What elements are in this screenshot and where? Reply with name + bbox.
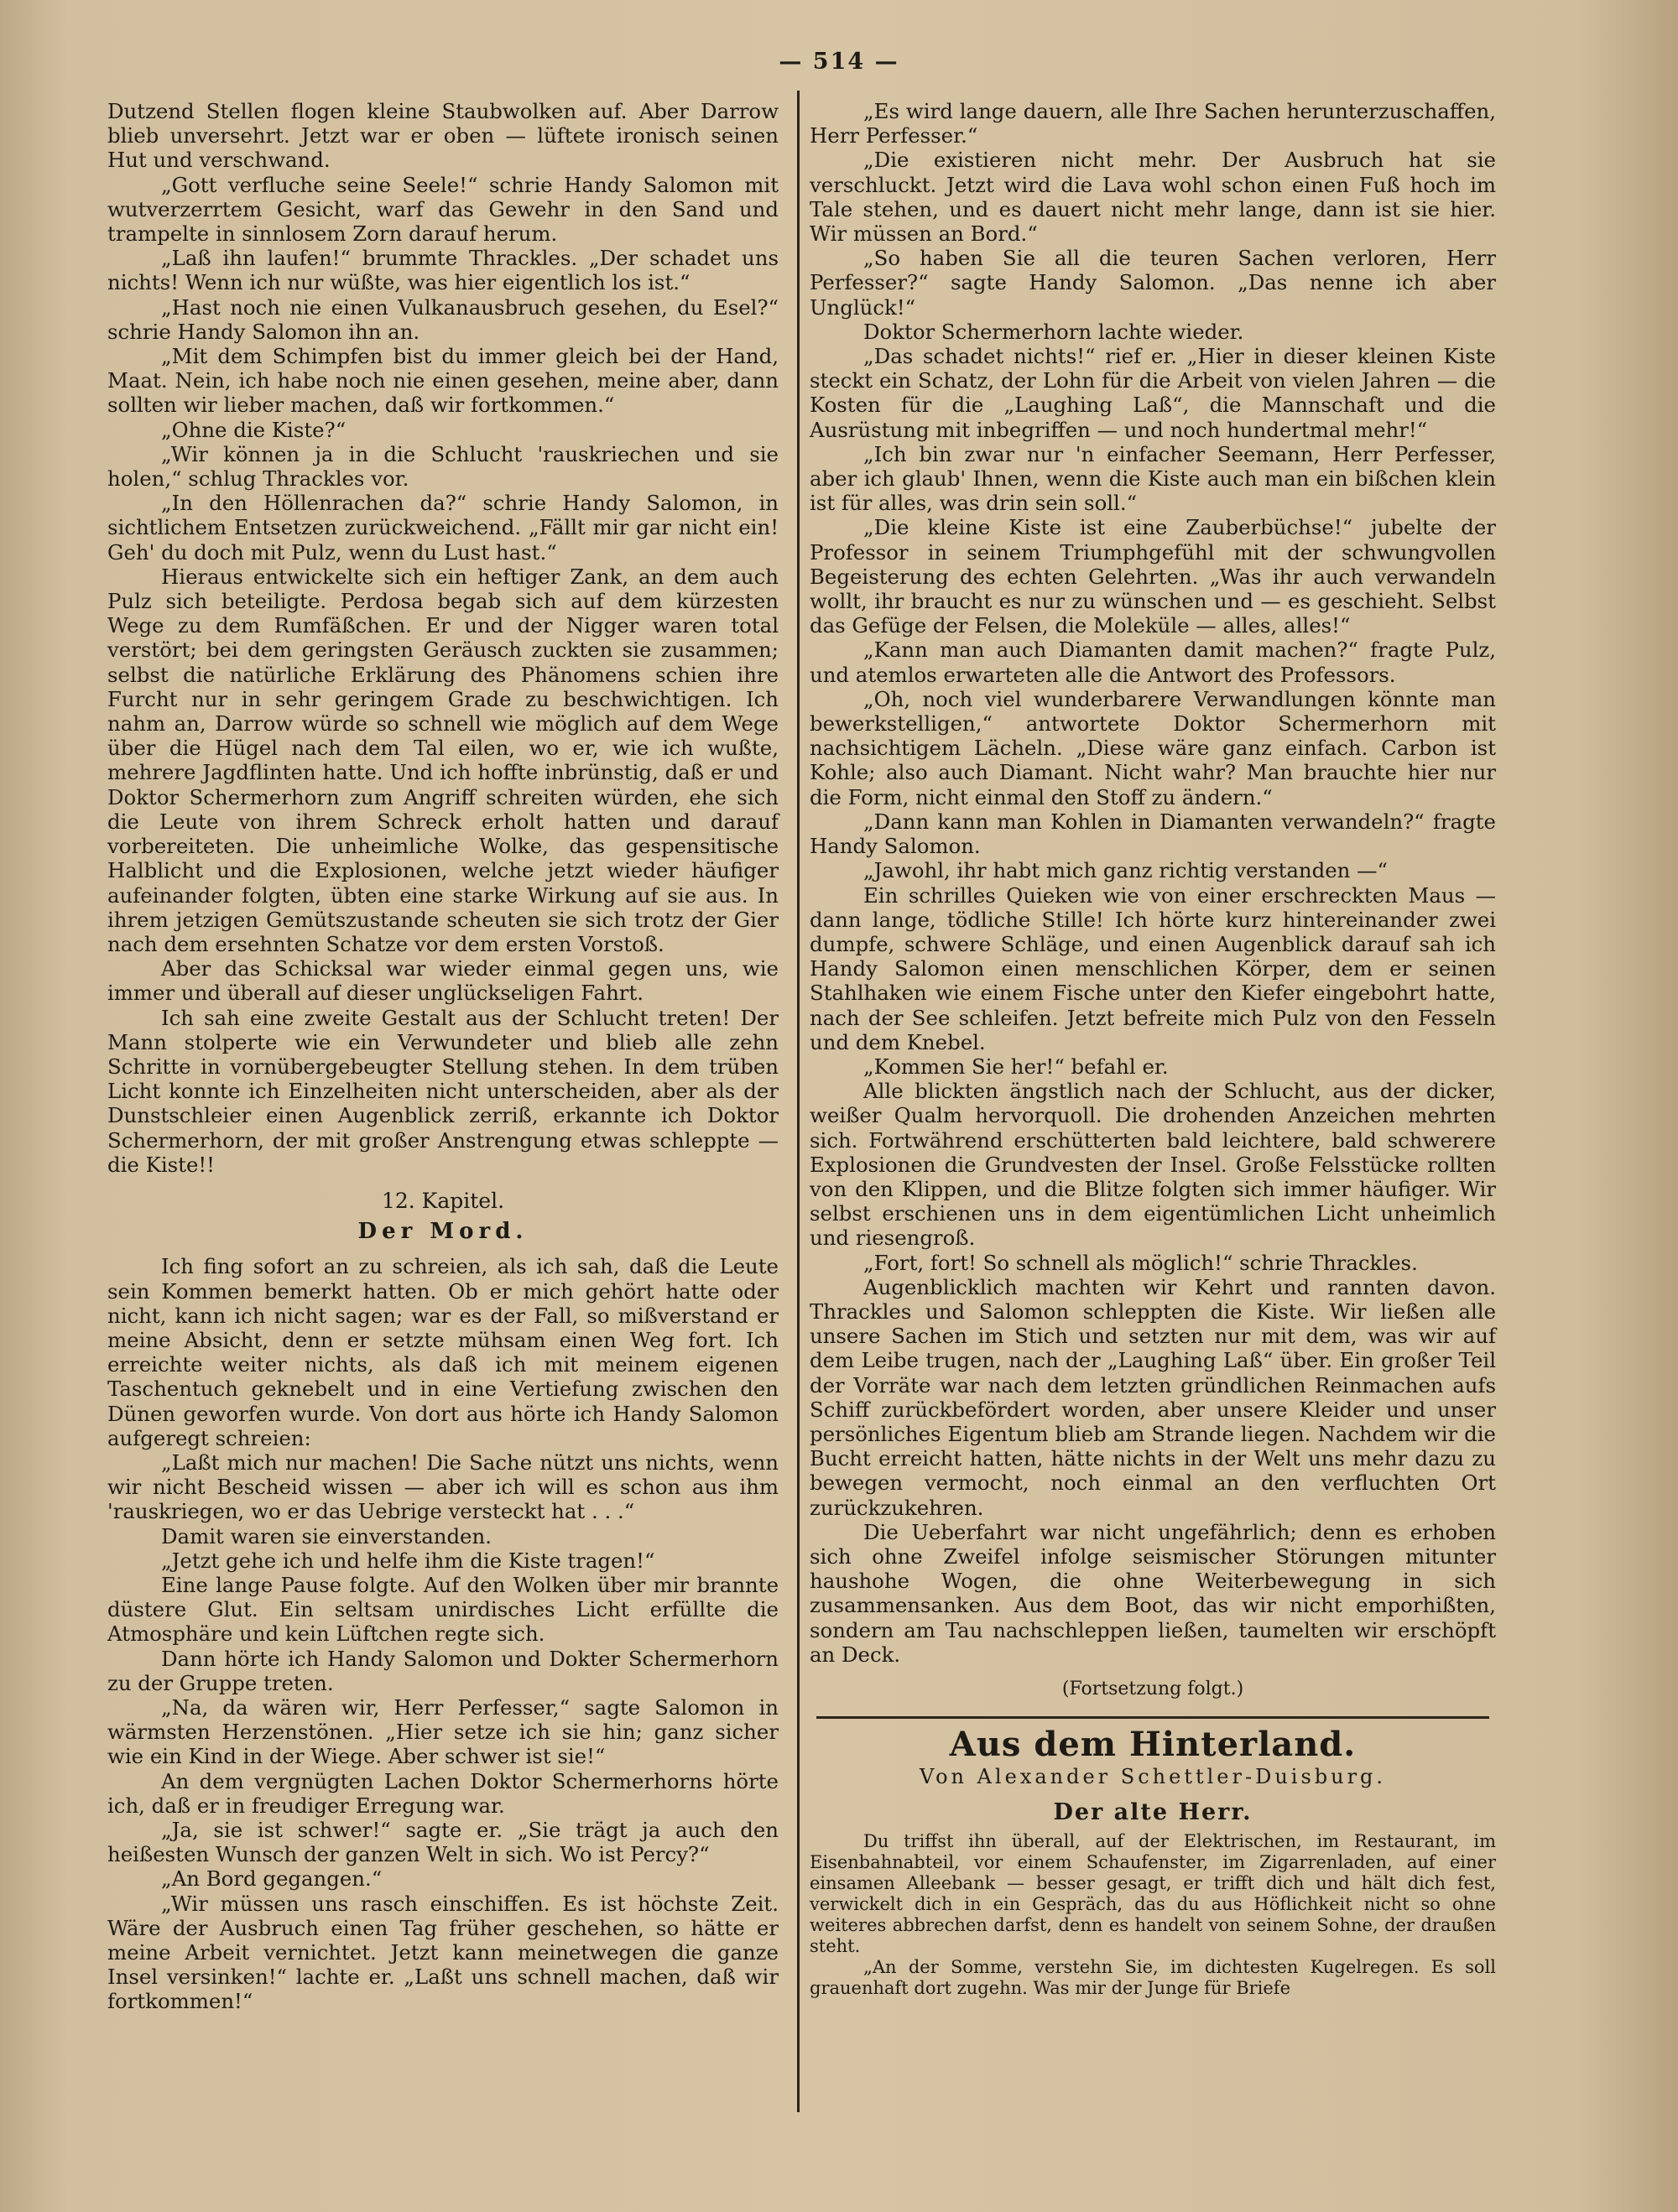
paragraph: Ich fing sofort an zu schreien, als ich sah, daß die Leute sein Kommen bemerkt hatten. Ob er mich gehört hatte oder nicht, kann ich nicht sagen; war es der Fall, so mißverstand er meine Absicht, denn er setzte mühsam einen Weg fort. Ich erreichte weiter nichts, als daß ich mit meinem eigenen Taschentuch geknebelt und in eine Vertiefung zwischen den Dünen geworfen wurde. Von dort aus hörte ich Handy Salomon aufgeregt schreien: [107, 1254, 779, 1450]
paragraph: Du triffst ihn überall, auf der Elektrischen, im Restaurant, im Eisenbahnabteil, vor einem Schaufenster, im Zigarrenladen, auf einer einsamen Alleebank — besser gesagt, er trifft dich und hält dich fest, verwickelt dich in ein Gespräch, das du aus Höflichkeit nicht so ohne weiteres abbrechen darfst, denn es handelt von seinem Sohne, der draußen steht. [810, 1830, 1496, 1956]
feature-byline: Von Alexander Schettler-Duisburg. [919, 1765, 1387, 1789]
chapter-label: 12. Kapitel. [381, 1188, 505, 1213]
paragraph: Ich sah eine zweite Gestalt aus der Schlucht treten! Der Mann stolperte wie ein Verwundeter und blieb alle zehn Schritte in vornübergebeugter Stellung stehen. In dem trüben Licht konnte ich Einzelheiten nicht unterscheiden, aber als der Dunstschleier einen Augenblick zerriß, erkannte ich Doktor Schermerhorn, der mit großer Anstrengung etwas schleppte — die Kiste!! [107, 1005, 779, 1177]
paragraph: „Ja, sie ist schwer!“ sagte er. „Sie trägt ja auch den heißesten Wunsch der ganzen Welt in sich. Wo ist Percy?“ [107, 1818, 779, 1867]
paragraph: Hieraus entwickelte sich ein heftiger Zank, an dem auch Pulz sich beteiligte. Perdosa begab sich auf dem kürzesten Wege zu dem Rumfäßchen. Er und der Nigger waren total verstört; bei dem geringsten Geräusch zuckten sie zusammen; selbst die natürliche Erklärung des Phänomens schien ihre Furcht nur in sehr geringem Grade zu beschwichtigen. Ich nahm an, Darrow würde so schnell wie möglich auf dem Wege über die Hügel nach dem Tal eilen, wo er, wie ich wußte, mehrere Jagdflinten hatte. Und ich hoffte inbrünstig, daß er und Doktor Schermerhorn zum Angriff schreiten würden, ehe sich die Leute von ihrem Schreck erholt hatten und darauf vorbereiteten. Die unheimliche Wolke, das gespensitische Halblicht und die Explosionen, welche jetzt wieder häufiger aufeinander folgten, übten eine starke Wirkung auf sie aus. In ihrem jetzigen Gemütszustande scheuten sie sich trotz der Gier nach dem ersehnten Schatze vor dem ersten Vorstoß. [107, 564, 779, 956]
paragraph: „Laßt mich nur machen! Die Sache nützt uns nichts, wenn wir nicht Bescheid wissen — aber ich will es schon aus ihm 'rauskriegen, wo er das Uebrige versteckt hat . . .“ [107, 1450, 779, 1524]
paragraph: Doktor Schermerhorn lachte wieder. [863, 319, 1244, 344]
paragraph: „Dann kann man Kohlen in Diamanten verwandeln?“ fragte Handy Salomon. [810, 809, 1496, 859]
paragraph: „Kann man auch Diamanten damit machen?“ fragte Pulz, und atemlos erwarteten alle die Antwort des Professors. [810, 638, 1496, 687]
right-column [810, 99, 1496, 1999]
paragraph: „Gott verfluche seine Seele!“ schrie Handy Salomon mit wutverzerrtem Gesicht, warf das Gewehr in den Sand und trampelte in sinnlosem Zorn darauf herum. [107, 172, 779, 247]
paragraph: Die Ueberfahrt war nicht ungefährlich; denn es erhoben sich ohne Zweifel infolge seismischer Störungen mitunter haushohe Wogen, die ohne Weiterbewegung in sich zusammensanken. Aus dem Boot, das wir nicht emporhißten, sondern am Tau nachschleppen ließen, taumelten wir erschöpft an Deck. [810, 1519, 1496, 1667]
feature-subtitle: Der alte Herr. [1053, 1798, 1253, 1825]
paragraph: Alle blickten ängstlich nach der Schlucht, aus der dicker, weißer Qualm hervorquoll. Die drohenden Anzeichen mehrten sich. Fortwährend erschütterten bald leichtere, bald schwerere Explosionen die Grundvesten der Insel. Große Felsstücke rollten von den Klippen, und die Blitze folgten sich immer häufiger. Wir selbst erschienen uns in dem eigentümlichen Licht unheimlich und riesengroß. [810, 1079, 1496, 1251]
paragraph: „Das schadet nichts!“ rief er. „Hier in dieser kleinen Kiste steckt ein Schatz, der Lohn für die Arbeit von vielen Jahren — die Kosten für die „Laughing Laß“, die Mannschaft und die Ausrüstung mit inbegriffen — und noch hundertmal mehr!“ [810, 344, 1496, 442]
paragraph: „Kommen Sie her!“ befahl er. [863, 1054, 1169, 1079]
continuation-note: (Fortsetzung folgt.) [1061, 1679, 1244, 1699]
paragraph: „So haben Sie all die teuren Sachen verloren, Herr Perfesser?“ sagte Handy Salomon. „Das nenne ich aber Unglück!“ [810, 246, 1496, 320]
paragraph: Aber das Schicksal war wieder einmal gegen uns, wie immer und überall auf dieser unglückseligen Fahrt. [107, 956, 779, 1006]
paragraph: „Ohne die Kiste?“ [161, 417, 347, 442]
paragraph: „Wir können ja in die Schlucht 'rauskriechen und sie holen,“ schlug Thrackles vor. [107, 441, 779, 492]
paragraph: Augenblicklich machten wir Kehrt und rannten davon. Thrackles und Salomon schleppten die Kiste. Wir ließen alle unsere Sachen im Stich und setzten nur mit dem, was wir auf dem Leibe trugen, nach der „Laughing Laß“ über. Ein großer Teil der Vorräte war nach dem letzten gründlichen Reinmachen aufs Schiff zurückbefördert worden, aber unsere Kleider und unser persönliches Eigentum blieb am Strande liegen. Nachdem wir die Bucht erreicht hatten, hätte nichts in der Welt uns mehr dazu zu bewegen vermocht, noch einmal an den verfluchten Ort zurückzukehren. [810, 1274, 1496, 1520]
paragraph: „In den Höllenrachen da?“ schrie Handy Salomon, in sichtlichem Entsetzen zurückweichend. „Fällt mir gar nicht ein! Geh' du doch mit Pulz, wenn du Lust hast.“ [107, 491, 779, 565]
page-number: — 514 — [779, 49, 899, 75]
paragraph: Dutzend Stellen flogen kleine Staubwolken auf. Aber Darrow blieb unversehrt. Jetzt war er oben — lüftete ironisch seinen Hut und verschwand. [107, 99, 779, 173]
paragraph: Eine lange Pause folgte. Auf den Wolken über mir brannte düstere Glut. Ein seltsam unirdisches Licht erfüllte die Atmosphäre und kein Lüftchen regte sich. [107, 1572, 779, 1647]
column-divider [797, 91, 800, 2112]
feature-title: Aus dem Hinterland. [949, 1725, 1357, 1765]
paragraph: „Die existieren nicht mehr. Der Ausbruch hat sie verschluckt. Jetzt wird die Lava wohl schon einen Fuß hoch im Tale stehen, und es dauert nicht mehr lange, dann ist sie hier. Wir müssen an Bord.“ [810, 148, 1496, 247]
paragraph: Ein schrilles Quieken wie von einer erschreckten Maus — dann lange, tödliche Stille! Ich hörte kurz hintereinander zwei dumpfe, schwere Schläge, und einen Augenblick darauf sah ich Handy Salomon einen menschlichen Körper, dem er seinen Stahlhaken wie einem Fische unter den Kiefer eingebohrt hatte, nach der See schleifen. Jetzt befreite mich Pulz von den Fesseln und dem Knebel. [810, 882, 1496, 1054]
paragraph: „Jetzt gehe ich und helfe ihm die Kiste tragen!“ [161, 1548, 655, 1573]
paragraph: „Laß ihn laufen!“ brummte Thrackles. „Der schadet uns nichts! Wenn ich nur wüßte, was hier eigentlich los ist.“ [107, 246, 779, 295]
paragraph: „An der Somme, verstehn Sie, im dichtesten Kugelregen. Es soll grauenhaft dort zugehn. Was mir der Junge für Briefe [810, 1956, 1496, 1998]
section-divider [816, 1716, 1489, 1719]
paragraph: „Es wird lange dauern, alle Ihre Sachen herunterzuschaffen, Herr Perfesser.“ [810, 99, 1496, 148]
paragraph: „Hast noch nie einen Vulkanausbruch gesehen, du Esel?“ schrie Handy Salomon ihn an. [107, 294, 779, 344]
paragraph: An dem vergnügten Lachen Doktor Schermerhorns hörte ich, daß er in freudiger Erregung war. [107, 1768, 779, 1818]
paragraph: „Oh, noch viel wunderbarere Verwandlungen könnte man bewerkstelligen,“ antwortete Doktor Schermerhorn mit nachsichtigem Lächeln. „Diese wäre ganz einfach. Carbon ist Kohle; also auch Diamant. Nicht wahr? Man brauchte hier nur die Form, nicht einmal den Stoff zu ändern.“ [810, 686, 1496, 809]
paragraph: „Na, da wären wir, Herr Perfesser,“ sagte Salomon in wärmsten Herzenstönen. „Hier setze ich sie hin; ganz sicher wie ein Kind in der Wiege. Aber schwer ist sie!“ [107, 1695, 779, 1769]
paragraph: „Wir müssen uns rasch einschiffen. Es ist höchste Zeit. Wäre der Ausbruch einen Tag früher geschehen, so hätte er meine Arbeit vernichtet. Jetzt kann meinetwegen die ganze Insel versinken!“ lachte er. „Laßt uns schnell machen, daß wir fortkommen!“ [107, 1891, 779, 2014]
paragraph: Dann hörte ich Handy Salomon und Dokter Schermerhorn zu der Gruppe treten. [107, 1646, 779, 1695]
left-column [107, 99, 779, 2014]
paragraph: „Jawohl, ihr habt mich ganz richtig verstanden —“ [863, 858, 1388, 883]
paragraph: „Fort, fort! So schnell als möglich!“ schrie Thrackles. [863, 1250, 1418, 1275]
paragraph: „Mit dem Schimpfen bist du immer gleich bei der Hand, Maat. Nein, ich habe noch nie einen gesehen, meine aber, dann sollten wir lieber machen, daß wir fortkommen.“ [107, 344, 779, 418]
paragraph: „An Bord gegangen.“ [161, 1866, 383, 1892]
paragraph: „Die kleine Kiste ist eine Zauberbüchse!“ jubelte der Professor in seinem Triumphgefühl mit der schwungvollen Begeisterung des echten Gelehrten. „Was ihr auch verwandeln wollt, ihr braucht es nur zu wünschen und — es geschieht. Selbst das Gefüge der Felsen, die Moleküle — alles, alles!“ [810, 515, 1496, 638]
paragraph: „Ich bin zwar nur 'n einfacher Seemann, Herr Perfesser, aber ich glaub' Ihnen, wenn die Kiste auch man ein bißchen klein ist für alles, was drin sein soll.“ [810, 441, 1496, 516]
chapter-title: Der Mord. [357, 1219, 529, 1245]
paragraph: Damit waren sie einverstanden. [161, 1523, 492, 1548]
